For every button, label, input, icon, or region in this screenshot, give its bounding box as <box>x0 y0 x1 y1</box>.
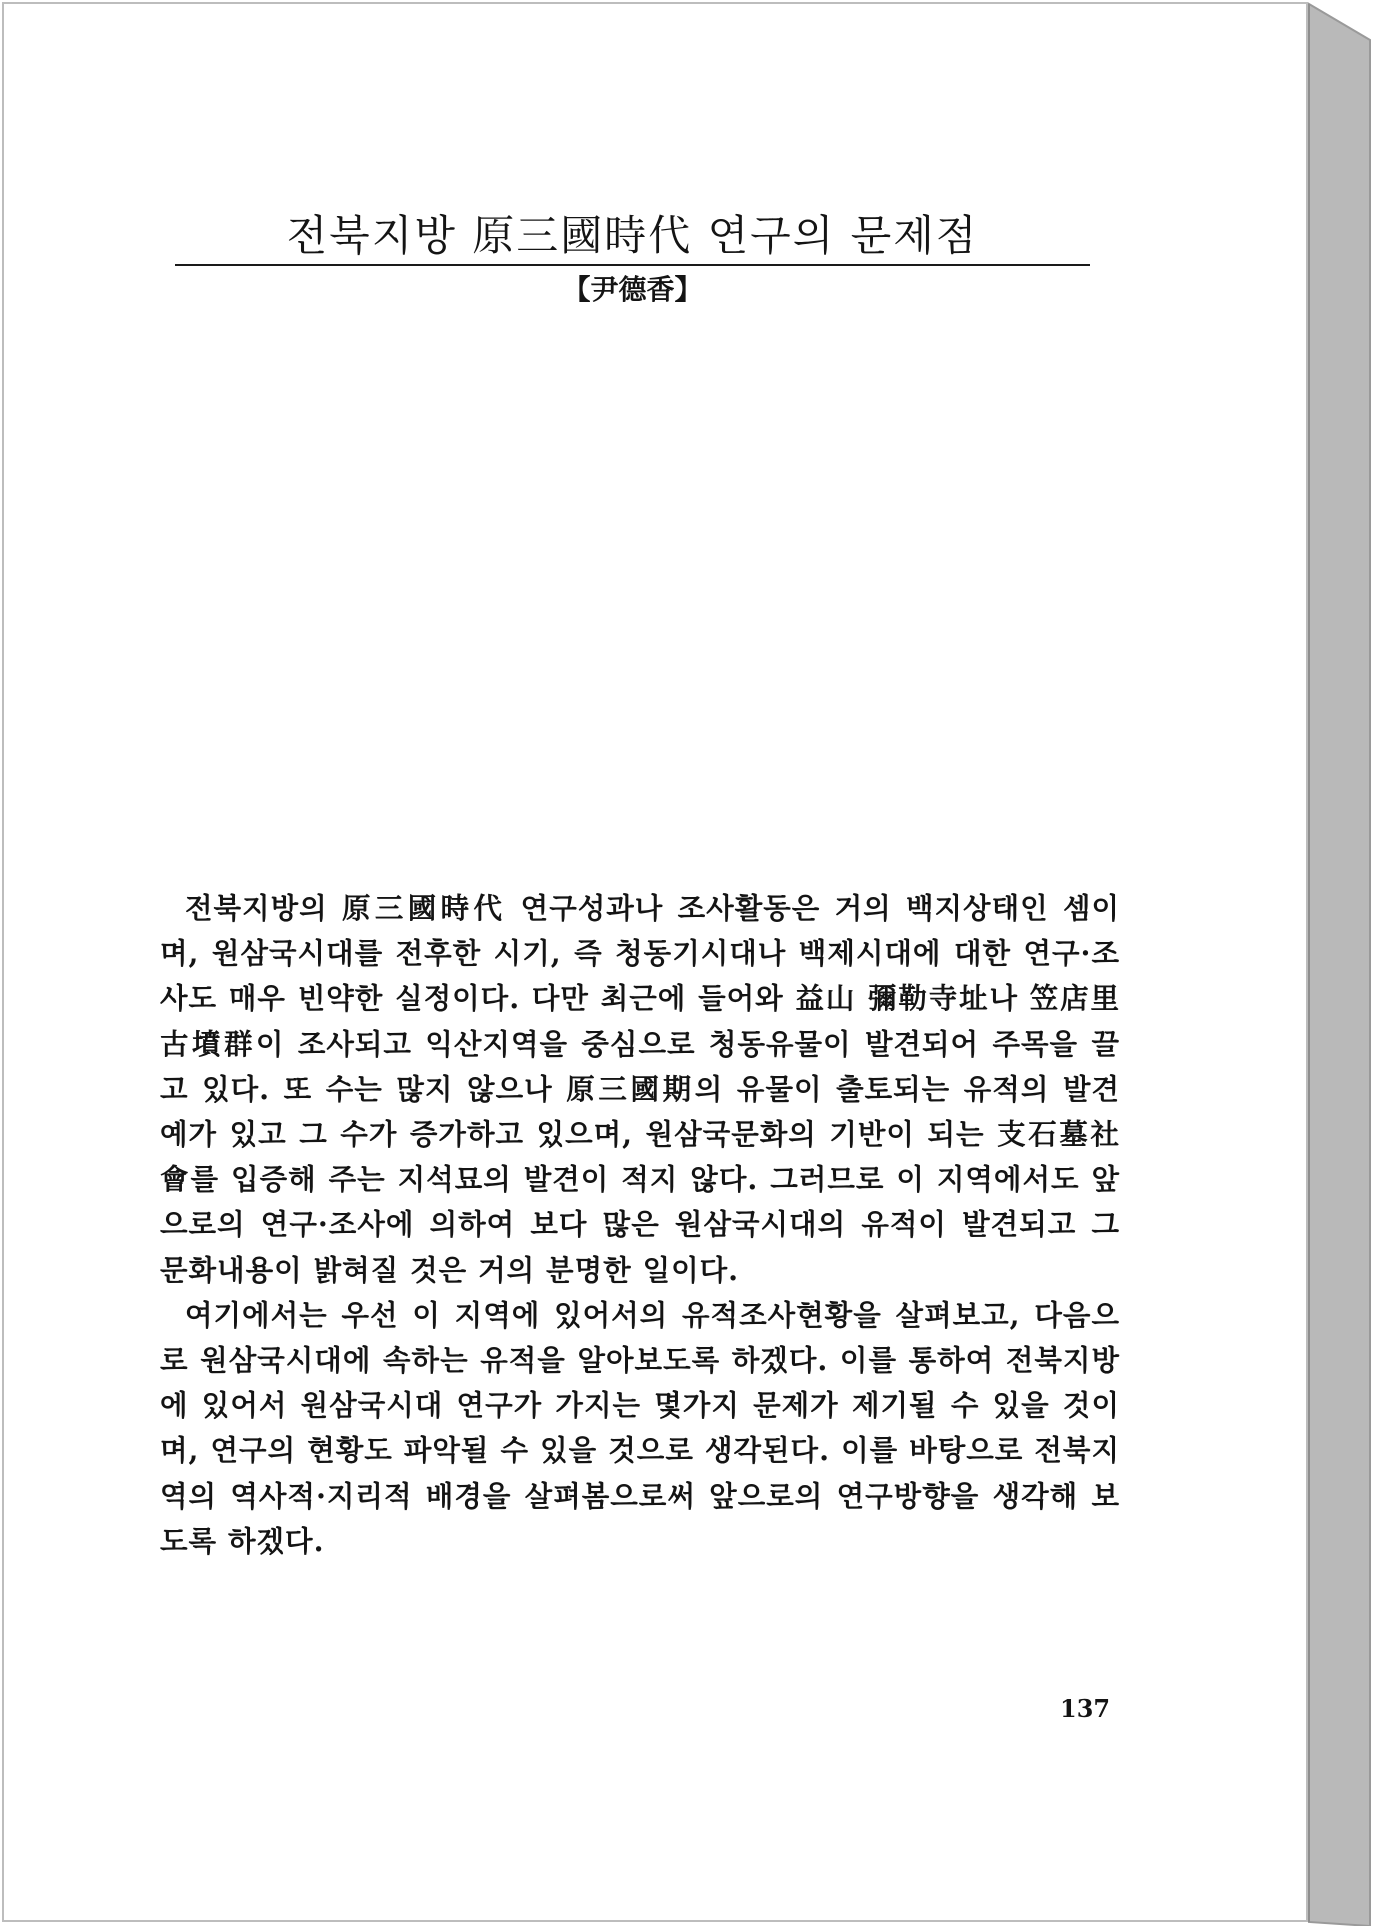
paragraph-2: 여기에서는 우선 이 지역에 있어서의 유적조사현황을 살펴보고, 다음으로 원삼국시대에 속하는 유적을 알아보도록 하겠다. 이를 통하여 전북지방에 있어서 원삼국시대 연구가 가지는 몇가지 문제가 제기될 수 있을 것이며, 연구의 현황도 파악될 수 있을 것으로 생각된다. 이를 바탕으로 전북지역의 역사적·지리적 배경을 살펴봄으로써 앞으로의 연구방향을 생각해 보도록 하겠다. <box>160 1297 1120 1558</box>
title-underline <box>175 264 1090 266</box>
article-body <box>160 886 1120 1564</box>
author-name: 【尹德香】 <box>562 273 703 306</box>
article-title: 전북지방 原三國時代 연구의 문제점 <box>286 211 979 260</box>
paragraph-1: 전북지방의 原三國時代 연구성과나 조사활동은 거의 백지상태인 셈이며, 원삼국시대를 전후한 시기, 즉 청동기시대나 백제시대에 대한 연구·조사도 매우 빈약한 실정이다. 다만 최근에 들어와 益山 彌勒寺址나 笠店里 古墳群이 조사되고 익산지역을 중심으로 청동유물이 발견되어 주목을 끌고 있다. 또 수는 많지 않으나 原三國期의 유물이 출토되는 유적의 발견 예가 있고 그 수가 증가하고 있으며, 원삼국문화의 기반이 되는 支石墓社會를 입증해 주는 지석묘의 발견이 적지 않다. 그러므로 이 지역에서도 앞으로의 연구·조사에 의하여 보다 많은 원삼국시대의 유적이 발견되고 그 문화내용이 밝혀질 것은 거의 분명한 일이다. <box>160 891 1120 1287</box>
page-number: 137 <box>1060 1694 1111 1723</box>
